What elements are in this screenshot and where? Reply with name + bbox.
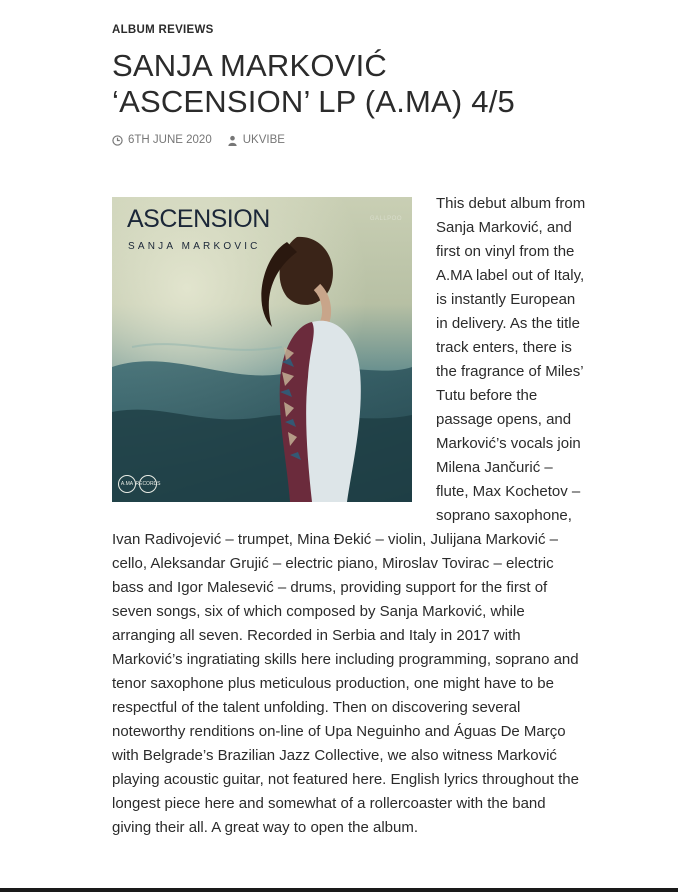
entry-date [112, 134, 212, 146]
entry-author [227, 134, 285, 146]
ama-logo: A.MA [118, 475, 136, 493]
entry-content [112, 192, 586, 840]
title-line-2: ‘ASCENSION’ LP (A.MA) 4/5 [112, 84, 515, 119]
entry-meta [112, 133, 586, 147]
review-text: This debut album from Sanja Marković, and first on vinyl from the A.MA label out of Italy, is instantly European in delivery. As the title track enters, there is the fragrance of Miles’ Tutu before the passage opens, and Marković’s vocals join Milena Jančurić – flute, Max Kochetov – soprano saxophone, Ivan Radivojević – trumpet, Mina Đekić – violin, Julijana Marković – cello, Aleksandar Grujić – electric piano, Miroslav Tovirac – electric bass and Igor Malesević – drums, providing support for the first of seven songs, six of which composed by Sanja Marković, while arranging all seven. Recorded in Serbia and Italy in 2017 with Marković’s ingratiating skills here including programming, soprano and tenor saxophone plus meticulous production, one might have to be respectful of the talent unfolding. Then on discovering several noteworthy renditions on-line of Upa Neguinho and Águas De Março with Belgrade’s Brazilian Jazz Collective, we also witness Marković playing acoustic guitar, not featured here. English lyrics throughout the longest piece here and somewhat of a rollercoaster with the band giving their all. A great way to open the album. [112, 195, 586, 836]
article-header [112, 22, 586, 147]
cover-title: ASCENSION [127, 205, 270, 233]
cover-tag: GALLPOO [369, 216, 402, 222]
album-cover-image[interactable] [112, 197, 412, 502]
user-icon [227, 135, 238, 146]
author-link[interactable]: UKVIBE [242, 134, 285, 146]
cover-artist: SANJA MARKOVIC [128, 241, 261, 252]
category-link[interactable]: ALBUM REVIEWS [112, 24, 214, 36]
records-logo: RECORDS [139, 475, 157, 493]
entry-date-link[interactable]: 6TH JUNE 2020 [128, 134, 212, 146]
clock-icon [112, 135, 123, 146]
page-title [112, 48, 586, 120]
title-line-1: SANJA MARKOVIĆ [112, 48, 387, 83]
footer-divider [0, 888, 678, 892]
